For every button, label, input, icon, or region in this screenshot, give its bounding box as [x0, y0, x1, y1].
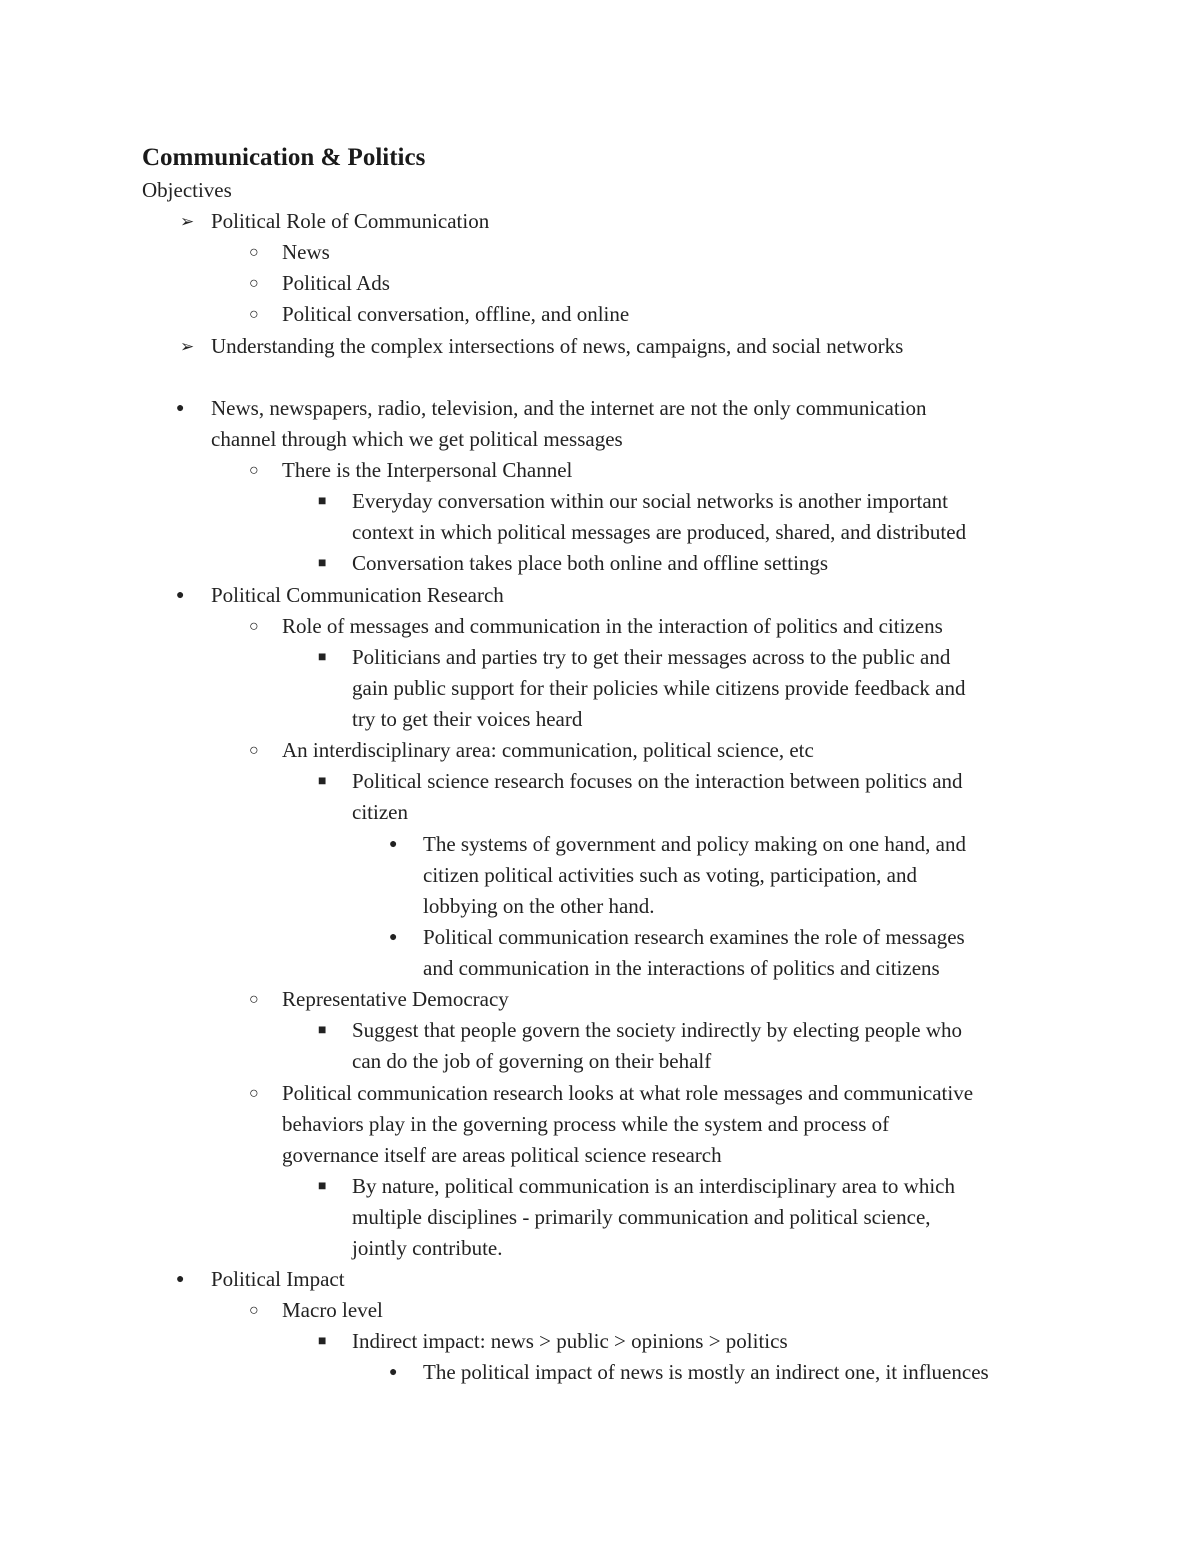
list-item: Political Role of Communication: [211, 209, 490, 233]
list-item-continuation: try to get their voices heard: [352, 707, 583, 731]
circle-bullet-icon: ○: [249, 742, 259, 759]
list-item: Politicians and parties try to get their messages across to the public and: [352, 645, 951, 669]
square-bullet-icon: ■: [318, 556, 327, 571]
list-item: News, newspapers, radio, television, and the internet are not the only communication: [211, 396, 927, 420]
list-item-continuation: jointly contribute.: [352, 1236, 503, 1260]
list-item: Political communication research looks at what role messages and communicative: [282, 1081, 974, 1105]
list-item: There is the Interpersonal Channel: [282, 458, 573, 482]
disc-bullet-icon: ●: [389, 837, 398, 852]
circle-bullet-icon: ○: [249, 1085, 259, 1102]
disc-bullet-icon: ●: [389, 1365, 398, 1380]
list-item-continuation: gain public support for their policies while citizens provide feedback and: [352, 676, 966, 700]
list-item: Political Ads: [282, 271, 390, 295]
list-item: Everyday conversation within our social networks is another important: [352, 489, 949, 513]
circle-bullet-icon: ○: [249, 991, 259, 1008]
square-bullet-icon: ■: [318, 774, 327, 789]
list-item: The political impact of news is mostly an indirect one, it influences: [423, 1360, 989, 1384]
square-bullet-icon: ■: [318, 650, 327, 665]
list-item: Suggest that people govern the society indirectly by electing people who: [352, 1018, 963, 1042]
list-item: News: [282, 240, 330, 264]
circle-bullet-icon: ○: [249, 1302, 259, 1319]
list-item: Political science research focuses on the interaction between politics and: [352, 769, 963, 793]
disc-bullet-icon: ●: [176, 588, 185, 603]
list-item-continuation: citizen political activities such as voting, participation, and: [423, 863, 917, 887]
square-bullet-icon: ■: [318, 1179, 327, 1194]
list-item: Macro level: [282, 1298, 383, 1322]
circle-bullet-icon: ○: [249, 306, 259, 323]
circle-bullet-icon: ○: [249, 244, 259, 261]
list-item: Understanding the complex intersections of news, campaigns, and social networks: [211, 334, 904, 358]
square-bullet-icon: ■: [318, 494, 327, 509]
list-item-continuation: and communication in the interactions of politics and citizens: [423, 956, 940, 980]
list-item-continuation: governance itself are areas political science research: [282, 1143, 722, 1167]
arrow-bullet-icon: ➢: [180, 212, 195, 231]
list-item-continuation: multiple disciplines - primarily communication and political science,: [352, 1205, 931, 1229]
list-item-continuation: channel through which we get political messages: [211, 427, 623, 451]
list-item: Conversation takes place both online and offline settings: [352, 551, 829, 575]
circle-bullet-icon: ○: [249, 462, 259, 479]
objectives-heading: Objectives: [142, 178, 232, 202]
list-item-continuation: lobbying on the other hand.: [423, 894, 655, 918]
square-bullet-icon: ■: [318, 1334, 327, 1349]
list-item: Political Impact: [211, 1267, 345, 1291]
list-item: By nature, political communication is an interdisciplinary area to which: [352, 1174, 955, 1198]
list-item-continuation: can do the job of governing on their behalf: [352, 1049, 712, 1073]
circle-bullet-icon: ○: [249, 275, 259, 292]
list-item-continuation: behaviors play in the governing process while the system and process of: [282, 1112, 890, 1136]
disc-bullet-icon: ●: [389, 930, 398, 945]
list-item-continuation: citizen: [352, 800, 408, 824]
page-title: Communication & Politics: [142, 144, 426, 171]
disc-bullet-icon: ●: [176, 1272, 185, 1287]
list-item: Representative Democracy: [282, 987, 509, 1011]
arrow-bullet-icon: ➢: [180, 337, 195, 356]
list-item: Political communication research examines the role of messages: [423, 925, 965, 949]
list-item: Indirect impact: news > public > opinions > politics: [352, 1329, 788, 1353]
square-bullet-icon: ■: [318, 1023, 327, 1038]
circle-bullet-icon: ○: [249, 618, 259, 635]
list-item: Political Communication Research: [211, 583, 504, 607]
disc-bullet-icon: ●: [176, 401, 185, 416]
list-item: The systems of government and policy making on one hand, and: [423, 832, 966, 856]
list-item: Role of messages and communication in the interaction of politics and citizens: [282, 614, 943, 638]
list-item: An interdisciplinary area: communication, political science, etc: [282, 738, 814, 762]
list-item: Political conversation, offline, and online: [282, 302, 630, 326]
list-item-continuation: context in which political messages are produced, shared, and distributed: [352, 520, 967, 544]
